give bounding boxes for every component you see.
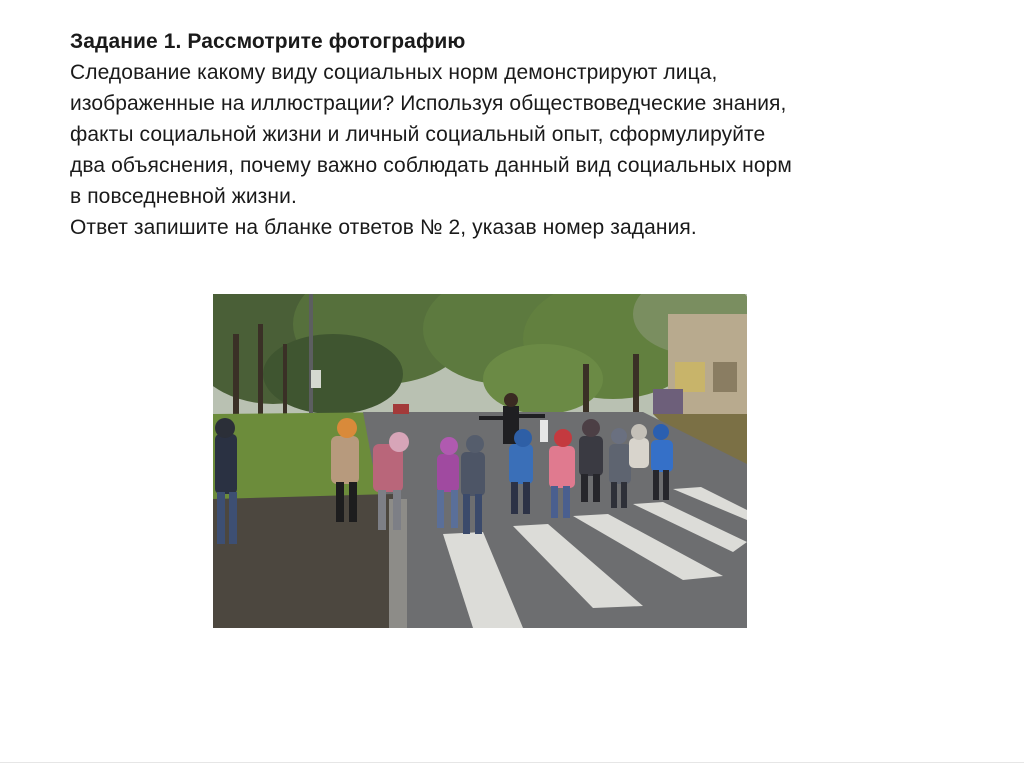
task-question-line: в повседневной жизни. bbox=[70, 185, 297, 208]
task-question-line: изображенные на иллюстрации? Используя обществоведческие знания, bbox=[70, 92, 787, 115]
task-title: Задание 1. Рассмотрите фотографию bbox=[70, 30, 466, 53]
task-question-line: Следование какому виду социальных норм демонстрируют лица, bbox=[70, 61, 718, 84]
task-text-block bbox=[70, 26, 970, 243]
task-instruction: Ответ запишите на бланке ответов № 2, указав номер задания. bbox=[70, 216, 697, 239]
task-question-line: факты социальной жизни и личный социальный опыт, сформулируйте bbox=[70, 123, 766, 146]
road-sign bbox=[311, 370, 321, 388]
crosswalk-photo bbox=[213, 294, 747, 628]
crosswalk-photo-illustration bbox=[213, 294, 747, 628]
photo-sidewalk bbox=[213, 494, 403, 628]
distant-car bbox=[393, 404, 409, 414]
slide-bottom-rule bbox=[0, 762, 1024, 763]
task-question-line: два объяснения, почему важно соблюдать данный вид социальных норм bbox=[70, 154, 792, 177]
